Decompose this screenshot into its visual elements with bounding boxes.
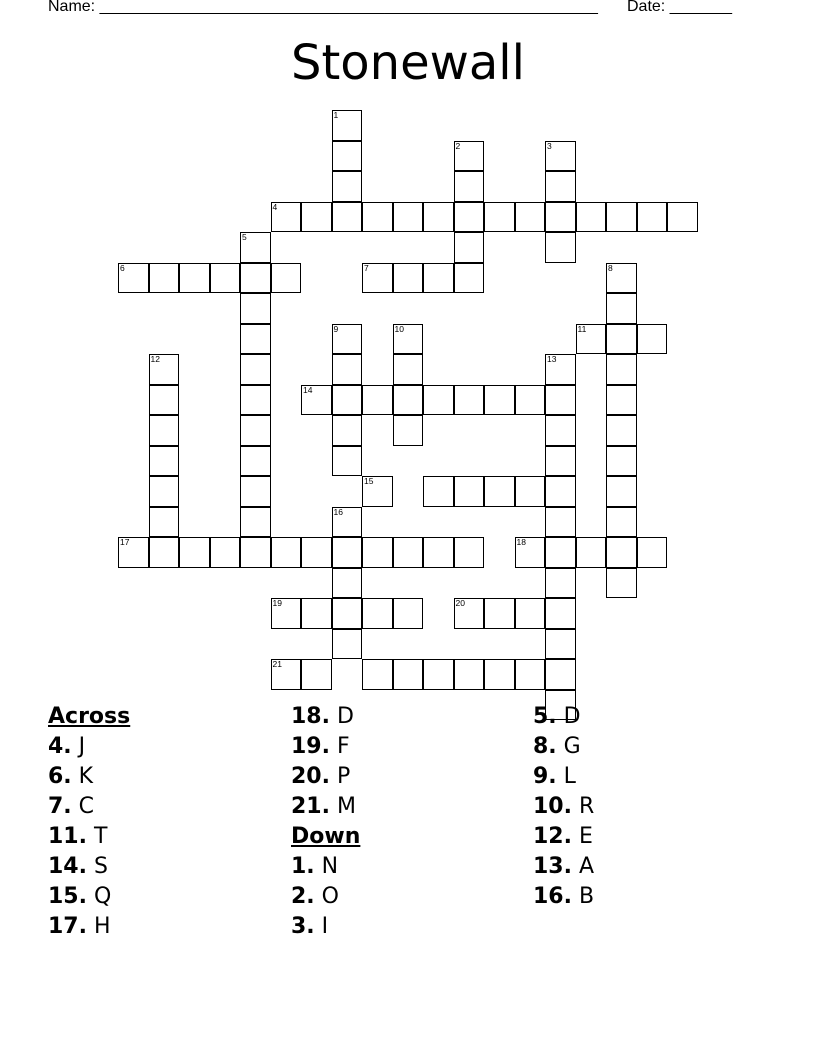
grid-cell [576, 537, 607, 568]
grid-cell [545, 202, 576, 233]
clue-number-label: 1 [333, 110, 339, 120]
grid-cell [515, 202, 546, 233]
grid-cell [240, 232, 271, 263]
clue-text: E [578, 824, 593, 849]
grid-cell [637, 202, 668, 233]
grid-cell [240, 415, 271, 446]
grid-cell [454, 202, 485, 233]
clue-number: 2. [291, 884, 315, 909]
clue-item [533, 792, 594, 822]
grid-cell [606, 446, 637, 477]
clue-number: 16. [533, 884, 572, 909]
grid-cell [515, 659, 546, 690]
clue-item [533, 852, 594, 882]
grid-cell [149, 537, 180, 568]
grid-cell [362, 263, 393, 294]
grid-cell [606, 293, 637, 324]
grid-cell [545, 598, 576, 629]
grid-cell [393, 324, 424, 355]
grid-cell [576, 202, 607, 233]
grid-cell [606, 415, 637, 446]
clue-item [48, 792, 130, 822]
grid-cell [362, 598, 393, 629]
grid-cell [606, 507, 637, 538]
grid-cell [454, 598, 485, 629]
clue-number-label: 15 [364, 476, 374, 486]
grid-cell [149, 354, 180, 385]
grid-cell [545, 537, 576, 568]
clue-text: F [336, 734, 350, 759]
grid-cell [606, 324, 637, 355]
clue-number: 18. [291, 704, 330, 729]
grid-cell [606, 354, 637, 385]
grid-cell [606, 568, 637, 599]
grid-cell [240, 354, 271, 385]
grid-cell [484, 659, 515, 690]
grid-cell [240, 476, 271, 507]
grid-cell [637, 537, 668, 568]
grid-cell [545, 141, 576, 172]
clue-text: S [93, 854, 108, 879]
clue-number-label: 10 [394, 323, 404, 334]
grid-cell [332, 110, 363, 141]
grid-cell [484, 598, 515, 629]
grid-cell [332, 598, 363, 629]
grid-cell [118, 263, 149, 294]
clue-number-label: 11 [577, 323, 587, 334]
grid-cell [423, 385, 454, 416]
grid-cell [362, 659, 393, 690]
grid-cell [576, 324, 607, 355]
clue-text: R [578, 794, 595, 819]
clue-item [48, 762, 130, 792]
grid-cell [240, 293, 271, 324]
clue-text: P [336, 764, 351, 789]
clue-number-label: 9 [333, 323, 339, 334]
grid-cell [301, 537, 332, 568]
grid-cell [606, 537, 637, 568]
grid-cell [667, 202, 698, 233]
clue-text: D [336, 704, 354, 729]
grid-cell [240, 537, 271, 568]
clue-text: T [93, 824, 108, 849]
clue-text: C [78, 794, 95, 819]
grid-cell [210, 537, 241, 568]
grid-cell [271, 659, 302, 690]
clue-item [291, 702, 360, 732]
clue-number: 13. [533, 854, 572, 879]
grid-cell [240, 446, 271, 477]
clue-text: M [336, 794, 356, 819]
clue-number-label: 16 [333, 506, 343, 517]
grid-cell [606, 202, 637, 233]
grid-cell [393, 385, 424, 416]
grid-cell [637, 324, 668, 355]
grid-cell [545, 568, 576, 599]
grid-cell [484, 202, 515, 233]
clue-text: J [78, 734, 86, 759]
clue-item [533, 762, 594, 792]
grid-cell [179, 263, 210, 294]
clue-item [533, 822, 594, 852]
clue-item [48, 882, 130, 912]
grid-cell [423, 202, 454, 233]
clue-item [291, 792, 360, 822]
grid-cell [332, 141, 363, 172]
grid-cell [484, 385, 515, 416]
grid-cell [454, 263, 485, 294]
clue-number: 4. [48, 734, 72, 759]
clue-number-label: 6 [120, 262, 125, 273]
clue-number-label: 21 [272, 659, 282, 669]
clue-text: I [321, 914, 329, 939]
grid-cell [362, 476, 393, 507]
grid-cell [515, 598, 546, 629]
clue-number: 15. [48, 884, 87, 909]
clue-column-3 [533, 702, 594, 912]
clue-number: 20. [291, 764, 330, 789]
clue-text: H [93, 914, 111, 939]
grid-cell [545, 385, 576, 416]
name-field: Name: ________________________________________________________ [48, 0, 598, 15]
clue-number: 6. [48, 764, 72, 789]
clue-number: 21. [291, 794, 330, 819]
grid-cell [545, 415, 576, 446]
grid-cell [606, 263, 637, 294]
grid-cell [515, 385, 546, 416]
clue-number: 17. [48, 914, 87, 939]
clue-number: 19. [291, 734, 330, 759]
grid-cell [606, 385, 637, 416]
clue-column-1 [48, 702, 130, 942]
clue-item [533, 732, 594, 762]
grid-cell [515, 476, 546, 507]
clue-number-label: 3 [547, 140, 552, 151]
grid-cell [454, 385, 485, 416]
grid-cell [423, 659, 454, 690]
grid-cell [545, 354, 576, 385]
clue-number-label: 5 [242, 232, 247, 242]
grid-cell [393, 415, 424, 446]
clue-item [48, 822, 130, 852]
clue-number: 7. [48, 794, 72, 819]
grid-cell [393, 202, 424, 233]
clue-number-label: 17 [120, 537, 130, 547]
grid-cell [301, 659, 332, 690]
grid-cell [423, 476, 454, 507]
grid-cell [240, 324, 271, 355]
clue-item [48, 852, 130, 882]
clue-number: 11. [48, 824, 87, 849]
grid-cell [545, 171, 576, 202]
clue-number-label: 8 [608, 262, 613, 273]
page-title: Stonewall [291, 35, 525, 91]
clue-text: K [78, 764, 94, 789]
grid-cell [240, 263, 271, 294]
grid-cell [454, 537, 485, 568]
clue-number-label: 19 [272, 598, 282, 608]
clue-number: 1. [291, 854, 315, 879]
grid-cell [332, 415, 363, 446]
grid-cell [301, 202, 332, 233]
grid-cell [149, 385, 180, 416]
clue-column-2 [291, 702, 360, 942]
grid-cell [423, 263, 454, 294]
clue-item [291, 762, 360, 792]
clue-number: 12. [533, 824, 572, 849]
grid-cell [393, 537, 424, 568]
clue-number-label: 4 [272, 201, 278, 212]
clue-text: A [578, 854, 595, 879]
clue-text: L [563, 764, 576, 789]
grid-cell [362, 385, 393, 416]
grid-cell [393, 354, 424, 385]
clue-item [48, 732, 130, 762]
clue-number: 14. [48, 854, 87, 879]
grid-cell [393, 659, 424, 690]
clue-number: 10. [533, 794, 572, 819]
grid-cell [484, 476, 515, 507]
grid-cell [393, 598, 424, 629]
clue-item [291, 882, 360, 912]
grid-cell [545, 629, 576, 660]
clue-number-label: 14 [303, 384, 313, 395]
grid-cell [545, 446, 576, 477]
grid-cell [149, 263, 180, 294]
clue-number: 5. [533, 704, 557, 729]
clue-heading: Down [291, 824, 361, 849]
grid-cell [332, 385, 363, 416]
grid-cell [240, 385, 271, 416]
clue-item [48, 912, 130, 942]
grid-cell [149, 415, 180, 446]
clue-number-label: 7 [364, 262, 369, 273]
clue-number-label: 13 [547, 354, 557, 364]
clue-item [291, 912, 360, 942]
grid-cell [271, 598, 302, 629]
date-field: Date: _______ [627, 0, 732, 15]
clue-item [533, 702, 594, 732]
grid-cell [149, 446, 180, 477]
clue-number-label: 20 [455, 598, 465, 608]
grid-cell [454, 171, 485, 202]
grid-cell [545, 659, 576, 690]
grid-cell [423, 537, 454, 568]
grid-cell [332, 446, 363, 477]
clue-text: N [321, 854, 339, 879]
grid-cell [545, 476, 576, 507]
grid-cell [271, 202, 302, 233]
grid-cell [362, 202, 393, 233]
grid-cell [271, 537, 302, 568]
grid-cell [149, 476, 180, 507]
clue-text: Q [93, 884, 112, 909]
grid-cell [362, 537, 393, 568]
grid-cell [454, 476, 485, 507]
clue-number: 8. [533, 734, 557, 759]
clue-number-label: 12 [150, 354, 160, 364]
clue-text: G [563, 734, 581, 759]
grid-cell [301, 385, 332, 416]
grid-cell [210, 263, 241, 294]
clue-number-label: 2 [455, 140, 461, 151]
grid-cell [454, 232, 485, 263]
grid-cell [149, 507, 180, 538]
grid-cell [606, 476, 637, 507]
clue-number: 9. [533, 764, 557, 789]
grid-cell [332, 202, 363, 233]
grid-cell [332, 507, 363, 538]
clue-text: B [578, 884, 595, 909]
grid-cell [332, 629, 363, 660]
grid-cell [118, 537, 149, 568]
grid-cell [332, 537, 363, 568]
grid-cell [240, 507, 271, 538]
grid-cell [515, 537, 546, 568]
clue-text: D [563, 704, 581, 729]
clue-item [291, 732, 360, 762]
grid-cell [454, 141, 485, 172]
grid-cell [301, 598, 332, 629]
clue-number-label: 18 [516, 537, 526, 547]
grid-cell [545, 232, 576, 263]
grid-cell [332, 171, 363, 202]
grid-cell [332, 354, 363, 385]
grid-cell [545, 507, 576, 538]
grid-cell [271, 263, 302, 294]
grid-cell [393, 263, 424, 294]
clue-item [291, 852, 360, 882]
grid-cell [454, 659, 485, 690]
clue-item [533, 882, 594, 912]
grid-cell [179, 537, 210, 568]
clue-number: 3. [291, 914, 315, 939]
grid-cell [332, 568, 363, 599]
clue-text: O [321, 884, 339, 909]
grid-cell [332, 324, 363, 355]
clue-heading: Across [48, 704, 131, 729]
